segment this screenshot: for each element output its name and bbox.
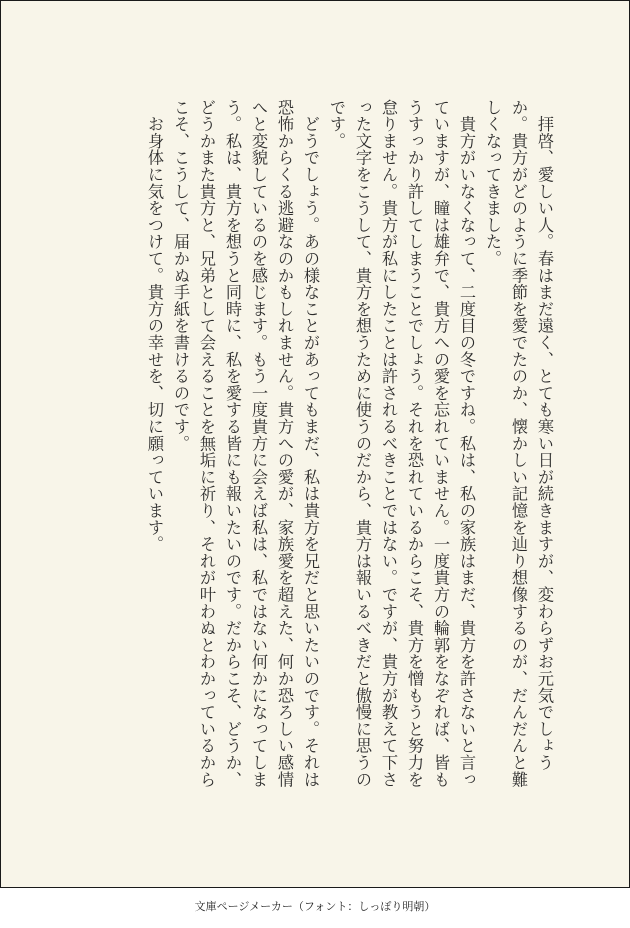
footer-credit: 文庫ページメーカー（フォント：しっぽり明朝）	[194, 900, 436, 913]
paragraph-4: お身体に気をつけて。貴方の幸せを、切に願っています。	[145, 99, 164, 553]
paragraph-3: どうでしょう。あの様なことがあってもまだ、私は貴方を兄だと思いたいのです。それは恐怖からくる逃避なのかもしれません。貴方への愛が、家族愛を超えた、何か恐ろしい感情へと変貌しているのを感じます。もう一度貴方に会えば私は、私ではない何かになってしまう。私は、貴方を想うと同時に、私を愛する皆にも報いたいのです。だからこそ、どうか、どうかまた貴方と、兄弟として会えることを無垢に祈り、それが叶わぬとわかっているからこそ、こうして、届かぬ手紙を書けるのです。	[171, 99, 320, 788]
letter-body	[77, 99, 557, 799]
paragraph-2: 貴方がいなくなって、二度目の冬ですね。私は、私の家族はまだ、貴方を許さないと言っていますが、瞳は雄弁で、貴方への愛を忘れていません。一度貴方の輪郭をなぞれば、皆もうすっかり許してしまうことでしょう。それを恐れているからこそ、貴方を憎もうと努力を怠りません。貴方が私にしたことは許されるべきことではない。ですが、貴方が教えて下さった文字をこうして、貴方を想うために使うのだから、貴方は報いるべきだと傲慢に思うのです。	[327, 99, 476, 788]
paragraph-1: 拝啓、愛しい人。春はまだ遠く、とても寒い日が続きますが、変わらずお元気でしょうか。貴方がどのように季節を愛でたのか、懐かしい記憶を辿り想像するのが、だんだんと難しくなってきました。	[483, 99, 554, 788]
